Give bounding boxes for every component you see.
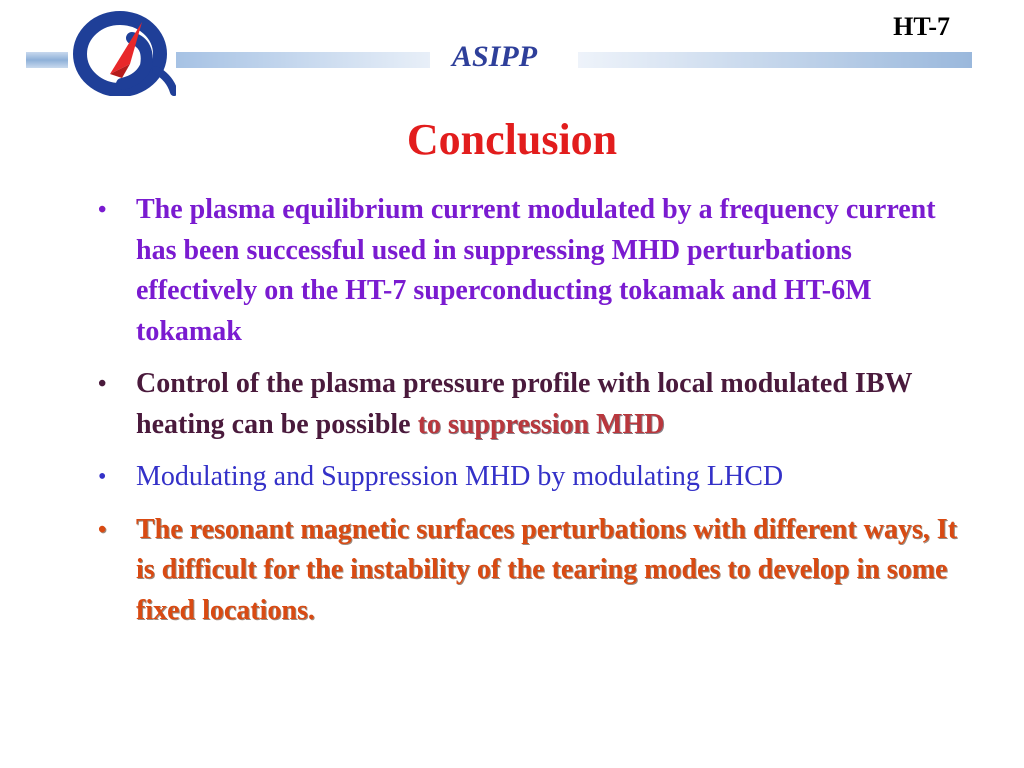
bullet-text: Modulating and Suppression MHD by modulating LHCD <box>136 461 784 492</box>
bullet-emphasis-text: to suppression MHD <box>417 408 665 440</box>
conclusion-bullet-list <box>98 190 958 643</box>
bullet-item <box>98 510 958 632</box>
header-band-left <box>26 52 68 68</box>
bullet-dot-icon: • <box>98 464 107 490</box>
bullet-text: The resonant magnetic surfaces perturbations with different ways, It is difficult for the instability of the tearing modes to develop in some fixed locations. <box>136 513 958 626</box>
header-band-middle <box>176 52 430 68</box>
slide-title: Conclusion <box>406 115 618 164</box>
bullet-item <box>98 457 958 498</box>
bullet-text: Control of the plasma pressure profile with local modulated IBW heating can be possible <box>136 368 913 440</box>
bullet-item <box>98 364 958 445</box>
bullet-item <box>98 190 958 352</box>
bullet-dot-icon: • <box>98 371 107 397</box>
asipp-logo-icon <box>70 8 176 96</box>
bullet-dot-icon: • <box>98 197 107 223</box>
bullet-text: The plasma equilibrium current modulated by a frequency current has been successful used in suppressing MHD perturbations effectively on the HT-7 superconducting tokamak and HT-6M tokamak <box>136 194 936 347</box>
header-band-right <box>578 52 972 68</box>
slide-corner-label: HT-7 <box>893 12 950 41</box>
organization-name: ASIPP <box>452 40 538 73</box>
bullet-dot-icon: • <box>98 516 107 543</box>
